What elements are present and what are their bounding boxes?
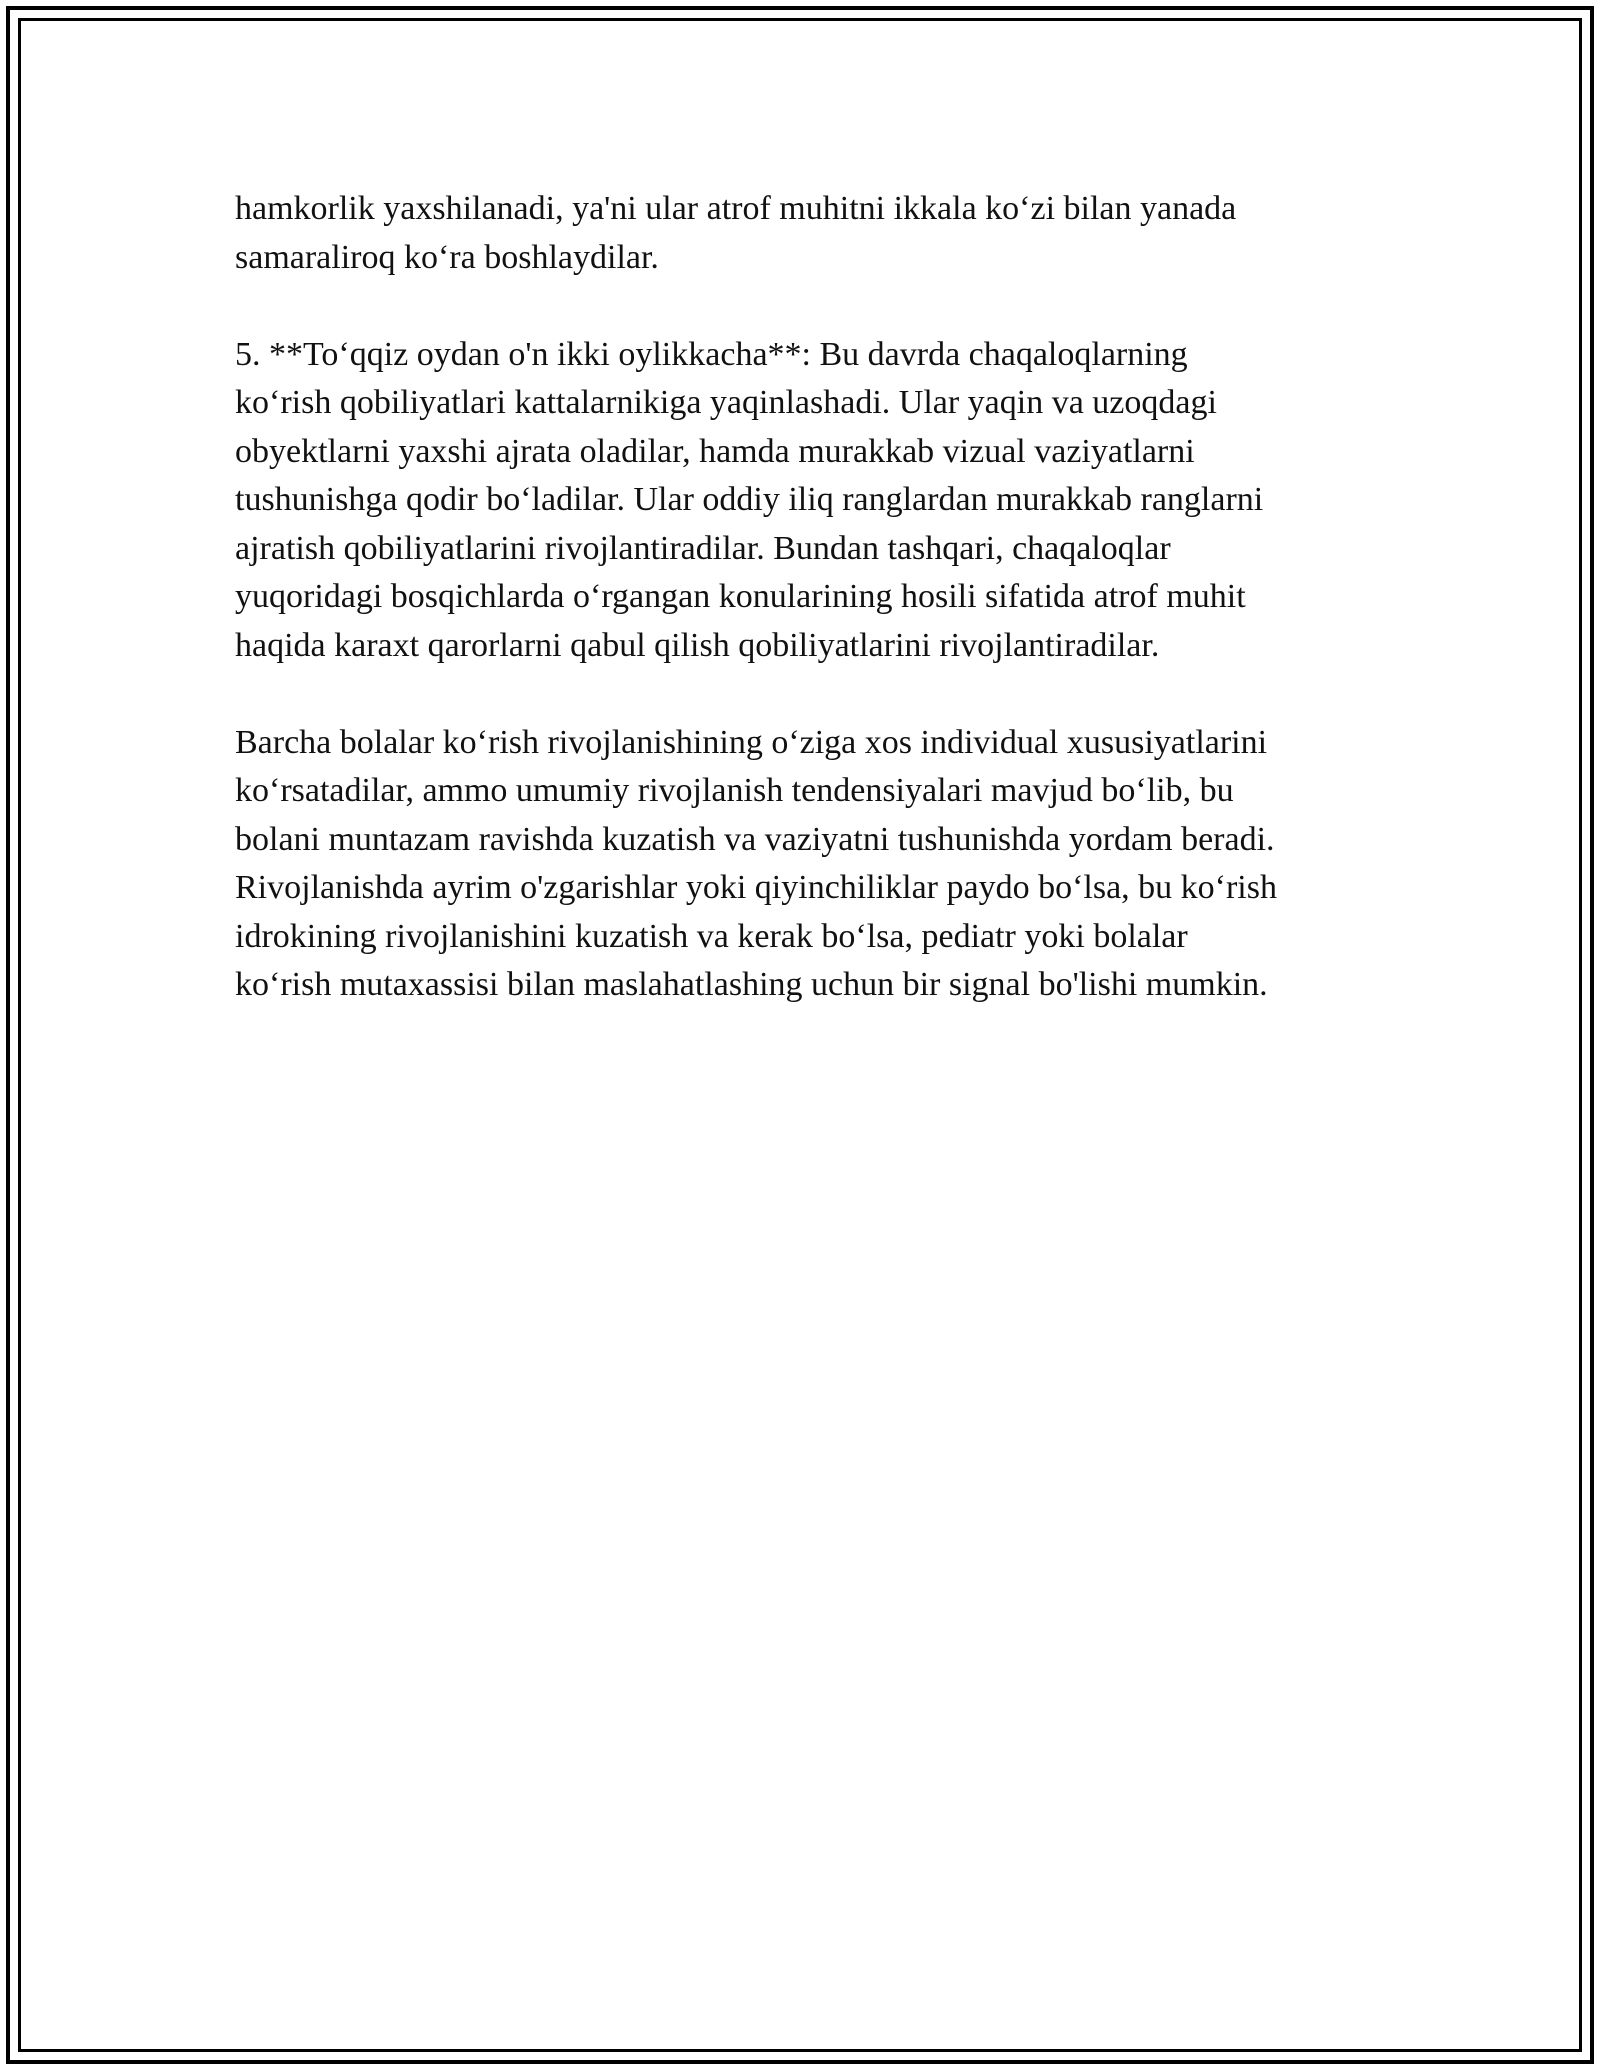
document-body	[235, 185, 1395, 1058]
paragraph-stage-5: 5. **To‘qqiz oydan o'n ikki oylikkacha**: Bu davrda chaqaloqlarning ko‘rish qobiliyatlari kattalarnikiga yaqinlashadi. Ular yaqin va uzoqdagi obyektlarni yaxshi ajrata oladilar, hamda murakkab vizual vaziyatlarni tushunishga qodir bo‘ladilar. Ular oddiy iliq ranglardan murakkab ranglarni ajratish qobiliyatlarini rivojlantiradilar. Bundan tashqari, chaqaloqlar yuqoridagi bosqichlarda o‘rgangan konularining hosili sifatida atrof muhit haqida karaxt qarorlarni qabul qilish qobiliyatlarini rivojlantiradilar.	[235, 335, 1264, 664]
paragraph-conclusion: Barcha bolalar ko‘rish rivojlanishining o‘ziga xos individual xususiyatlarini ko‘rsatadilar, ammo umumiy rivojlanish tendensiyalari mavjud bo‘lib, bu bolani muntazam ravishda kuzatish va vaziyatni tushunishda yordam beradi. Rivojlanishda ayrim o'zgarishlar yoki qiyinchiliklar paydo bo‘lsa, bu ko‘rish idrokining rivojlanishini kuzatish va kerak bo‘lsa, pediatr yoki bolalar ko‘rish mutaxassisi bilan maslahatlashing uchun bir signal bo'lishi mumkin.	[235, 723, 1277, 1003]
paragraph-continuation: hamkorlik yaxshilanadi, ya'ni ular atrof muhitni ikkala ko‘zi bilan yanada samaraliroq ko‘ra boshlaydilar.	[235, 190, 1237, 276]
